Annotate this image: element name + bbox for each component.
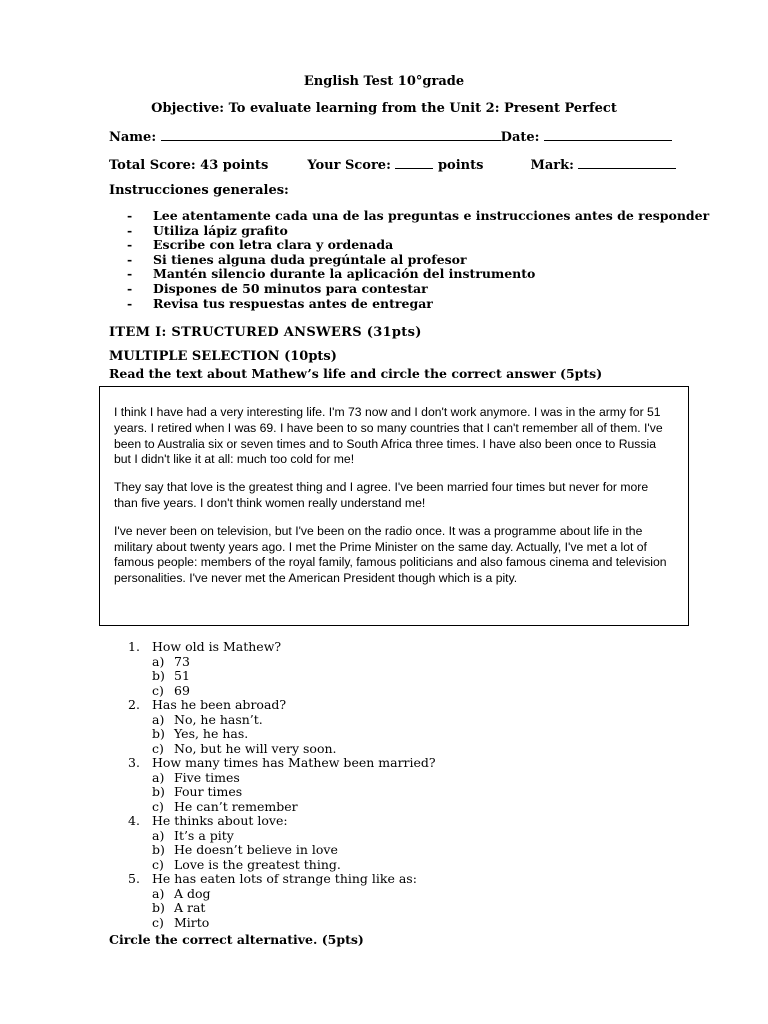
question: 1. How old is Mathew? [128, 639, 282, 654]
answer-option[interactable]: a) Five times [152, 769, 240, 785]
item-1-heading: ITEM I: STRUCTURED ANSWERS (31pts) [109, 325, 422, 340]
list-item: - Revisa tus respuestas antes de entregar [127, 295, 433, 311]
question: 3. How many times has Mathew been married? [128, 755, 436, 770]
points-label: points [437, 158, 484, 173]
answer-option[interactable]: b) Four times [152, 784, 243, 799]
reading-passage [99, 386, 689, 626]
answer-option[interactable]: c) He can’t remember [152, 798, 298, 814]
page-title: English Test 10°grade [303, 74, 465, 89]
answer-option[interactable]: b) 51 [152, 668, 190, 683]
list-item: - Lee atentamente cada una de las preguntas e instrucciones antes de responder [127, 208, 710, 223]
passage-paragraph: They say that love is the greatest thing and I agree. I've been married four times but never for more than five years. I don't think women really understand me! [114, 480, 649, 510]
answer-option[interactable]: c) Mirto [152, 914, 210, 930]
answer-option[interactable]: b) He doesn’t believe in love [152, 842, 338, 857]
name-date-row [109, 128, 672, 145]
list-item: - Si tienes alguna duda pregúntale al profesor [127, 251, 467, 267]
question: 2. Has he been abroad? [128, 697, 287, 712]
answer-option[interactable]: a) It’s a pity [152, 827, 234, 843]
date-field[interactable] [544, 128, 672, 141]
passage-paragraph: I've never been on television, but I've been on the radio once. It was a programme about life in the military about twenty years ago. I met the Prime Minister on the same day. Actually, I've met a lot of famous people: members of the royal family, famous politicians and also famous cinema and television personalities. I've never met the American President though which is a pity. [114, 523, 667, 586]
answer-option[interactable]: a) A dog [152, 885, 211, 901]
total-score: Total Score: 43 points [109, 158, 269, 173]
mark-field[interactable] [578, 156, 676, 169]
your-score-field[interactable] [395, 156, 433, 169]
score-row [109, 156, 676, 173]
question-list [128, 640, 436, 930]
name-field[interactable] [161, 128, 501, 141]
answer-option[interactable]: b) Yes, he has. [152, 726, 249, 741]
list-item: - Escribe con letra clara y ordenada [127, 237, 394, 253]
answer-option[interactable]: c) Love is the greatest thing. [152, 856, 341, 872]
instructions-list [109, 209, 709, 311]
list-item: - Dispones de 50 minutos para contestar [127, 280, 428, 296]
objective: Objective: To evaluate learning from the Unit 2: Present Perfect [151, 101, 617, 116]
mark-label: Mark: [530, 158, 574, 173]
passage-paragraph: I think I have had a very interesting life. I'm 73 now and I don't work anymore. I was in the army for 51 years. I retired when I was 69. I have been to so many countries that I can't remember all of them. I've been to Australia six or seven times and to South Africa three times. I have also been once to Russia but I didn't like it at all: much too cold for me! [114, 405, 663, 467]
reading-instruction: Read the text about Mathew’s life and circle the correct answer (5pts) [109, 366, 603, 381]
answer-option[interactable]: a) No, he hasn’t. [152, 711, 263, 727]
answer-option[interactable]: b) A rat [152, 900, 206, 915]
multiple-selection-heading: MULTIPLE SELECTION (10pts) [109, 349, 337, 364]
circle-instruction: Circle the correct alternative. (5pts) [109, 932, 364, 947]
list-item: - Utiliza lápiz grafito [127, 222, 288, 238]
answer-option[interactable]: a) 73 [152, 653, 190, 669]
date-label: Date: [500, 130, 540, 145]
your-score-label: Your Score: [307, 158, 391, 173]
name-label: Name: [109, 130, 157, 145]
answer-option[interactable]: c) 69 [152, 682, 190, 698]
instructions-title: Instrucciones generales: [109, 183, 289, 198]
question: 5. He has eaten lots of strange thing like as: [128, 871, 417, 886]
list-item: - Mantén silencio durante la aplicación del instrumento [127, 266, 536, 282]
answer-option[interactable]: c) No, but he will very soon. [152, 740, 337, 756]
question: 4. He thinks about love: [128, 813, 288, 828]
